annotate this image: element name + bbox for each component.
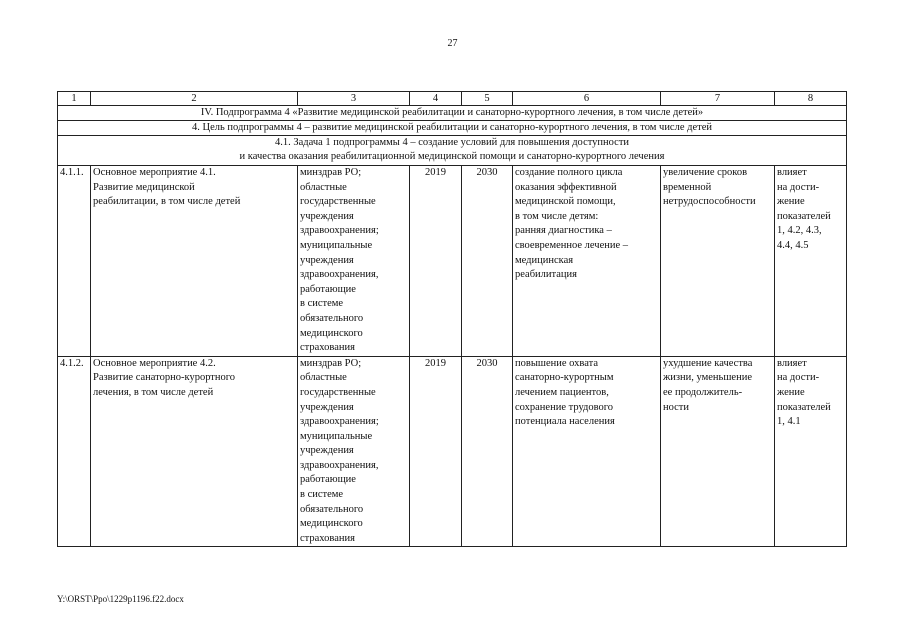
- cell-line: реабилитация: [515, 269, 577, 281]
- cell-line: создание полного цикла: [515, 167, 623, 178]
- cell-line: на дости-: [777, 372, 820, 384]
- cell-line: ности: [663, 401, 689, 413]
- cell-line: 2030: [476, 167, 498, 178]
- cell-line: Основное мероприятие 4.2.: [93, 357, 216, 369]
- cell-line: 4.4, 4.5: [777, 239, 809, 251]
- column-number: 2: [91, 92, 298, 106]
- column-number: 3: [298, 92, 410, 106]
- cell-line: муниципальные: [300, 239, 373, 251]
- cell-line: своевременное лечение –: [515, 239, 629, 251]
- cell-line: влияет: [777, 357, 807, 369]
- cell-line: реабилитации, в том числе детей: [93, 196, 241, 208]
- cell-line: показателей: [777, 210, 831, 222]
- cell-line: 4.1.1.: [60, 167, 84, 178]
- cell-line: областные: [300, 372, 347, 384]
- section-heading: IV. Подпрограмма 4 «Развитие медицинской реабилитации и санаторно-курортного лечения, в том числе детей»: [58, 106, 847, 121]
- cell-line: медицинская: [515, 254, 574, 266]
- column-number: 7: [661, 92, 775, 106]
- column-number: 1: [58, 92, 91, 106]
- indicator-link: [775, 356, 847, 547]
- row-number: [58, 356, 91, 547]
- cell-line: здравоохранения,: [300, 269, 379, 281]
- cell-line: влияет: [777, 167, 807, 178]
- cell-line: медицинского: [300, 518, 363, 530]
- cell-line: 1, 4.2, 4.3,: [777, 225, 822, 237]
- cell-line: оказания эффективной: [515, 181, 617, 193]
- start-year: [410, 166, 462, 357]
- column-number: 8: [775, 92, 847, 106]
- program-table: [57, 91, 847, 547]
- non-implementation-consequence: [661, 166, 775, 357]
- cell-line: здравоохранения,: [300, 459, 379, 471]
- cell-line: обязательного: [300, 503, 364, 515]
- cell-line: 4.1.2.: [60, 357, 84, 369]
- non-implementation-consequence: [661, 356, 775, 547]
- cell-line: 2019: [425, 357, 446, 369]
- cell-line: учреждения: [300, 401, 354, 413]
- cell-line: страхования: [300, 342, 355, 354]
- page-number: 27: [447, 38, 458, 49]
- table-row: [58, 356, 847, 547]
- cell-line: 2019: [425, 167, 446, 178]
- footer-file-path: Y:\ORST\Ppo\1229p1196.f22.docx: [57, 594, 184, 604]
- cell-line: показателей: [777, 401, 831, 413]
- cell-line: государственные: [300, 196, 376, 208]
- cell-line: государственные: [300, 386, 376, 398]
- end-year: [462, 166, 513, 357]
- task-heading: [58, 136, 847, 166]
- cell-line: работающие: [300, 283, 356, 295]
- cell-line: здравоохранения;: [300, 416, 379, 428]
- cell-line: на дости-: [777, 181, 820, 193]
- row-number: [58, 166, 91, 357]
- cell-line: потенциала населения: [515, 416, 615, 428]
- cell-line: жение: [777, 386, 805, 398]
- column-number: 5: [462, 92, 513, 106]
- expected-result: [513, 356, 661, 547]
- cell-line: учреждения: [300, 254, 354, 266]
- cell-line: в системе: [300, 298, 344, 310]
- indicator-link: [775, 166, 847, 357]
- start-year: [410, 356, 462, 547]
- cell-line: Развитие санаторно-курортного: [93, 372, 236, 384]
- table-row: [58, 166, 847, 357]
- activity-name: [91, 166, 298, 357]
- cell-line: ухудшение качества: [663, 357, 753, 369]
- cell-line: учреждения: [300, 210, 354, 222]
- expected-result: [513, 166, 661, 357]
- cell-line: 1, 4.1: [777, 416, 801, 428]
- column-number: 4: [410, 92, 462, 106]
- column-number: 6: [513, 92, 661, 106]
- cell-line: Развитие медицинской: [93, 181, 195, 193]
- cell-line: муниципальные: [300, 430, 373, 442]
- cell-line: работающие: [300, 474, 356, 486]
- cell-line: повышение охвата: [515, 357, 598, 369]
- cell-line: 2030: [476, 357, 498, 369]
- cell-line: ранняя диагностика –: [515, 225, 612, 237]
- cell-line: сохранение трудового: [515, 401, 614, 413]
- cell-line: жизни, уменьшение: [663, 372, 752, 384]
- cell-line: медицинского: [300, 327, 363, 339]
- cell-line: нетрудоспособности: [663, 196, 756, 208]
- cell-line: санаторно-курортным: [515, 372, 614, 384]
- task-heading-line: 4.1. Задача 1 подпрограммы 4 – создание условий для повышения доступности: [274, 137, 630, 148]
- executor: [298, 356, 410, 547]
- cell-line: лечением пациентов,: [515, 386, 609, 398]
- cell-line: лечения, в том числе детей: [93, 386, 214, 398]
- cell-line: минздрав РО;: [300, 167, 362, 178]
- executor: [298, 166, 410, 357]
- task-heading-line: и качества оказания реабилитационной медицинской помощи и санаторно-курортного лечения: [239, 151, 665, 163]
- cell-line: обязательного: [300, 312, 364, 324]
- cell-line: минздрав РО;: [300, 357, 362, 369]
- cell-line: временной: [663, 181, 712, 193]
- cell-line: страхования: [300, 532, 355, 544]
- activity-name: [91, 356, 298, 547]
- column-number-row: [58, 92, 847, 106]
- cell-line: медицинской помощи,: [515, 196, 616, 208]
- cell-line: учреждения: [300, 445, 354, 457]
- end-year: [462, 356, 513, 547]
- cell-line: в том числе детям:: [515, 210, 599, 222]
- cell-line: областные: [300, 181, 347, 193]
- cell-line: Основное мероприятие 4.1.: [93, 167, 216, 178]
- cell-line: в системе: [300, 489, 344, 501]
- cell-line: жение: [777, 196, 805, 208]
- goal-heading: 4. Цель подпрограммы 4 – развитие медицинской реабилитации и санаторно-курортного лечения, в том числе детей: [58, 121, 847, 136]
- cell-line: увеличение сроков: [663, 167, 748, 178]
- cell-line: здравоохранения;: [300, 225, 379, 237]
- cell-line: ее продолжитель-: [663, 386, 743, 398]
